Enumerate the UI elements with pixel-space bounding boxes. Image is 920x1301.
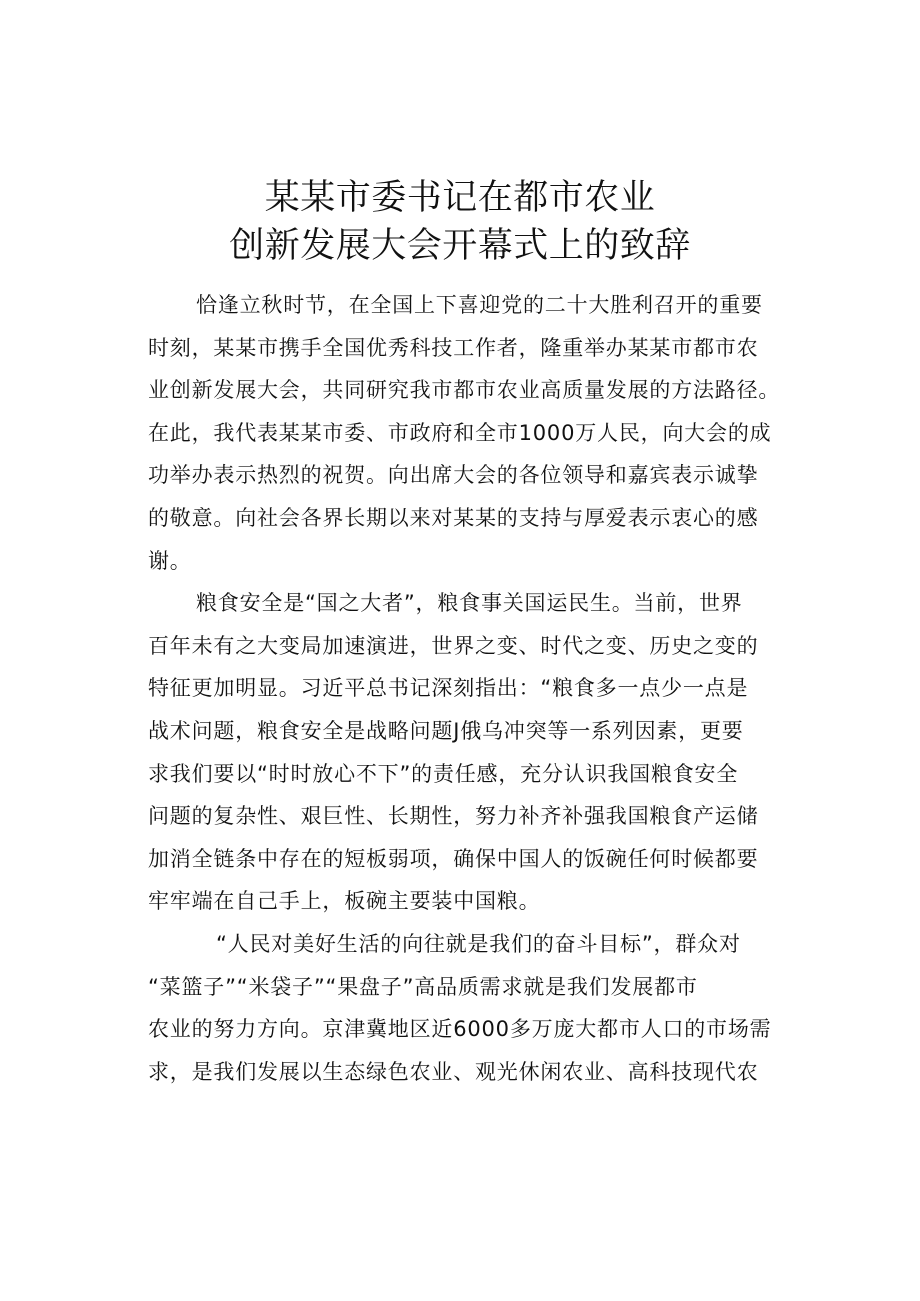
paragraph-line: 的敬意。向社会各界长期以来对某某的支持与厚爱表示衷心的感: [148, 505, 759, 530]
paragraph-food-security: [148, 582, 838, 923]
paragraph-line: “人民对美好生活的向往就是我们的奋斗目标”，群众对: [216, 931, 741, 956]
document-title: [0, 174, 920, 270]
paragraph-line: 加消全链条中存在的短板弱项，确保中国人的饭碗任何时候都要: [148, 846, 759, 871]
paragraph-line: 百年未有之大变局加速演进，世界之变、时代之变、历史之变的: [148, 633, 759, 658]
paragraph-line: 求我们要以“时时放心不下”的责任感，充分认识我国粮食安全: [148, 761, 739, 786]
paragraph-line: 农业的努力方向。京津冀地区近6000多万庞大都市人口的市场需: [148, 1017, 772, 1042]
paragraph-line: 求，是我们发展以生态绿色农业、观光休闲农业、高科技现代农: [148, 1059, 759, 1084]
paragraph-line: 恰逢立秋时节，在全国上下喜迎党的二十大胜利召开的重要: [196, 293, 763, 317]
paragraph-line: 谢。: [148, 548, 192, 573]
title-line: 创新发展大会开幕式上的致辞: [229, 226, 691, 267]
paragraph-line: 在此，我代表某某市委、市政府和全市1000万人民，向大会的成: [148, 420, 772, 445]
paragraph-line: 战术问题，粮食安全是战略问题J俄乌冲突等一系列因素，更要: [148, 718, 744, 743]
paragraph-line: 时刻，某某市携手全国优秀科技工作者，隆重举办某某市都市农: [148, 335, 759, 360]
paragraph-line: 业创新发展大会，共同研究我市都市农业高质量发展的方法路径。: [148, 378, 781, 403]
paragraph-opening: [148, 284, 838, 582]
document-body: [148, 284, 838, 1093]
paragraph-line: 功举办表示热烈的祝贺。向出席大会的各位领导和嘉宾表示诚挚: [148, 463, 759, 488]
paragraph-urban-agriculture: [148, 923, 838, 1093]
paragraph-line: 粮食安全是“国之大者”，粮食事关国运民生。当前，世界: [196, 591, 743, 616]
title-line: 某某市委书记在都市农业: [264, 178, 656, 219]
paragraph-line: 牢牢端在自己手上，板碗主要装中国粮。: [148, 889, 541, 914]
paragraph-line: 问题的复杂性、艰巨性、长期性，努力补齐补强我国粮食产运储: [148, 804, 759, 829]
paragraph-line: “菜篮子”“米袋子”“果盘子”高品质需求就是我们发展都市: [148, 974, 698, 999]
paragraph-line: 特征更加明显。习近平总书记深刻指出：“粮食多一点少一点是: [148, 676, 749, 701]
